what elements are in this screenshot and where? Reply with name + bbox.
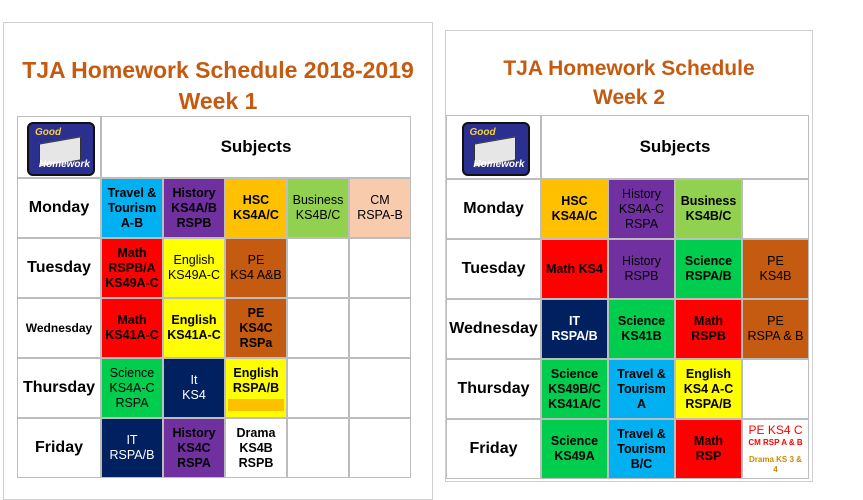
subject-cell [608, 419, 675, 479]
subject-text: KS4 [182, 388, 206, 402]
subject-text: HSC [561, 194, 588, 208]
logo-text-top: Good [469, 127, 496, 138]
week2-title [446, 54, 812, 112]
subject-text: KS4A/B [171, 200, 217, 215]
subject-cell [225, 418, 287, 478]
subject-text: RSPA/B [551, 329, 598, 343]
subject-text: KS49A [554, 449, 595, 463]
subject-text: Tourism [617, 381, 666, 396]
day-label-thursday: Thursday [17, 358, 101, 418]
subject-cell [742, 179, 809, 239]
subject-cell [287, 238, 349, 298]
subject-text: PE [767, 254, 784, 268]
subject-text: Math KS4 [546, 261, 603, 276]
subject-cell [287, 298, 349, 358]
week2-title-line2: Week 2 [593, 86, 665, 109]
subject-text: KS4A-C [618, 201, 665, 216]
subject-cell [541, 359, 608, 419]
subject-cell [163, 298, 225, 358]
subject-text: KS4 A-C [683, 381, 734, 396]
subject-text: CM [370, 193, 390, 207]
subject-text: Science [550, 366, 599, 381]
subject-text: KS41A-C [167, 328, 221, 342]
subject-cell [349, 178, 411, 238]
subject-text: KS49A-C [167, 268, 221, 282]
subject-text: KS4B [239, 440, 273, 455]
subject-cell [287, 418, 349, 478]
subject-cell [742, 419, 809, 479]
subject-cell [225, 238, 287, 298]
subject-text: English [685, 366, 732, 381]
subject-cell [225, 298, 287, 358]
subject-text: Math [693, 314, 724, 328]
subject-cell [101, 238, 163, 298]
subject-text: History [172, 425, 216, 440]
subject-text: RSPA [177, 455, 211, 470]
subject-cell [675, 299, 742, 359]
subject-text: KS4B/C [295, 208, 341, 222]
subject-cell [742, 359, 809, 419]
day-label-friday: Friday [446, 419, 541, 479]
logo-cell [446, 115, 541, 179]
subject-text: RSPA/B [685, 269, 732, 283]
logo-cell [17, 116, 101, 178]
good-homework-logo-icon [27, 122, 95, 176]
good-homework-logo-icon [462, 122, 530, 176]
subject-text: Science [684, 254, 733, 268]
subject-cell [287, 358, 349, 418]
subject-cell [541, 179, 608, 239]
subject-cell [163, 238, 225, 298]
subject-text: Drama KS 3 & [749, 455, 802, 465]
day-label-monday: Monday [446, 179, 541, 239]
subject-cell [541, 299, 608, 359]
subject-cell [675, 359, 742, 419]
subject-cell [163, 418, 225, 478]
subjects-header: Subjects [541, 115, 809, 179]
day-label-tuesday: Tuesday [446, 239, 541, 299]
subject-text: RSPA & B [747, 329, 804, 343]
subject-text: RSPB [691, 329, 726, 343]
subject-text: Science [550, 434, 599, 448]
subject-text: KS4A/C [233, 208, 279, 222]
subjects-header: Subjects [101, 116, 411, 178]
subject-text: KS41B [621, 329, 662, 343]
subject-cell [541, 239, 608, 299]
subject-text: Math [117, 313, 147, 327]
subject-text: Travel & [617, 366, 666, 381]
week1-title [4, 55, 432, 117]
subject-cell [742, 239, 809, 299]
subject-text: RSPA/B [232, 380, 280, 395]
subject-text: RSPa [239, 335, 273, 350]
subject-text: English [171, 313, 217, 327]
subject-text: PE KS4 C [748, 423, 803, 438]
week2-title-line1: TJA Homework Schedule [503, 57, 755, 80]
subject-text: KS4A-C [109, 380, 155, 395]
subject-text: RSPB/A [108, 260, 156, 275]
subject-cell [541, 419, 608, 479]
week1-title-line1: TJA Homework Schedule 2018-2019 [22, 57, 414, 83]
subject-cell [675, 239, 742, 299]
subject-text: Science [617, 314, 666, 328]
subject-text: A-B [120, 215, 144, 230]
subject-text: RSPB [238, 455, 274, 470]
subject-text: English [233, 365, 279, 380]
week2-panel [445, 30, 813, 482]
subject-text: KS4C [239, 320, 273, 335]
subject-text: PE [767, 314, 784, 328]
subject-text: KS4C [177, 440, 211, 455]
subject-text: 4 [773, 464, 778, 474]
subject-text: A [636, 396, 647, 411]
subject-text: CM RSP A & B [748, 437, 803, 447]
subject-text: It [190, 373, 198, 387]
subject-cell [101, 358, 163, 418]
subject-text: KS4A/C [551, 209, 598, 223]
day-label-tuesday: Tuesday [17, 238, 101, 298]
subject-text: RSPA/B [109, 448, 155, 462]
subject-text: Tourism [107, 200, 157, 215]
subject-cell [608, 299, 675, 359]
day-label-wednesday: Wednesday [446, 299, 541, 359]
subject-text: Drama [236, 425, 276, 440]
day-label-thursday: Thursday [446, 359, 541, 419]
subject-text: Travel & [107, 185, 157, 200]
subject-text: Business [680, 194, 737, 208]
week1-panel [3, 22, 433, 500]
subject-text: KS4B [759, 269, 792, 283]
subject-text: Tourism [617, 441, 666, 456]
subject-text: KS41A-C [105, 328, 159, 342]
subject-text: Math [693, 434, 724, 448]
subject-cell [349, 418, 411, 478]
subject-text: Business [292, 193, 344, 207]
subject-cell [349, 358, 411, 418]
day-label-monday: Monday [17, 178, 101, 238]
subject-cell [287, 178, 349, 238]
subject-text: KS4 A&B [230, 268, 282, 282]
subject-text: RSPB [624, 269, 659, 283]
subject-cell [101, 298, 163, 358]
subject-cell [349, 298, 411, 358]
subject-text: Math [117, 245, 147, 260]
subject-cell [675, 419, 742, 479]
subject-cell [101, 418, 163, 478]
highlight-bar [228, 399, 284, 411]
subject-text: KS4B/C [685, 209, 732, 223]
subject-text: RSPA [624, 216, 659, 231]
subject-cell [608, 179, 675, 239]
subject-text: History [622, 254, 661, 268]
week1-title-line2: Week 1 [178, 88, 258, 114]
subject-cell [225, 178, 287, 238]
day-label-wednesday: Wednesday [17, 298, 101, 358]
subject-cell [225, 358, 287, 418]
subject-text: PE [247, 253, 265, 267]
subject-text: Science [109, 365, 155, 380]
subject-text: RSPB [176, 215, 212, 230]
subject-text: English [173, 253, 215, 267]
subject-text: RSPA [115, 395, 149, 410]
subject-cell [742, 299, 809, 359]
subject-cell [163, 178, 225, 238]
subject-text: KS49A-C [105, 275, 159, 290]
subject-cell [163, 358, 225, 418]
subject-text: History [622, 186, 661, 201]
subject-cell [608, 359, 675, 419]
logo-text-bottom: Homework [38, 159, 90, 170]
subject-text: Travel & [617, 426, 666, 441]
subject-text: History [172, 185, 216, 200]
subject-text: RSPA-B [357, 208, 403, 222]
subject-text: RSPA/B [685, 396, 732, 411]
subject-text: B/C [630, 456, 653, 471]
subject-text: KS49B/C [548, 381, 601, 396]
subject-text: KS41A/C [548, 396, 601, 411]
logo-text-top: Good [35, 127, 62, 138]
subject-text: IT [568, 314, 581, 328]
subject-text: PE [247, 305, 265, 320]
logo-text-bottom: Homework [473, 159, 525, 170]
subject-text: IT [126, 433, 138, 447]
subject-text: RSP [695, 449, 722, 463]
subject-cell [349, 238, 411, 298]
subject-cell [675, 179, 742, 239]
day-label-friday: Friday [17, 418, 101, 478]
subject-text: HSC [242, 193, 270, 207]
subject-cell [101, 178, 163, 238]
subject-cell [608, 239, 675, 299]
